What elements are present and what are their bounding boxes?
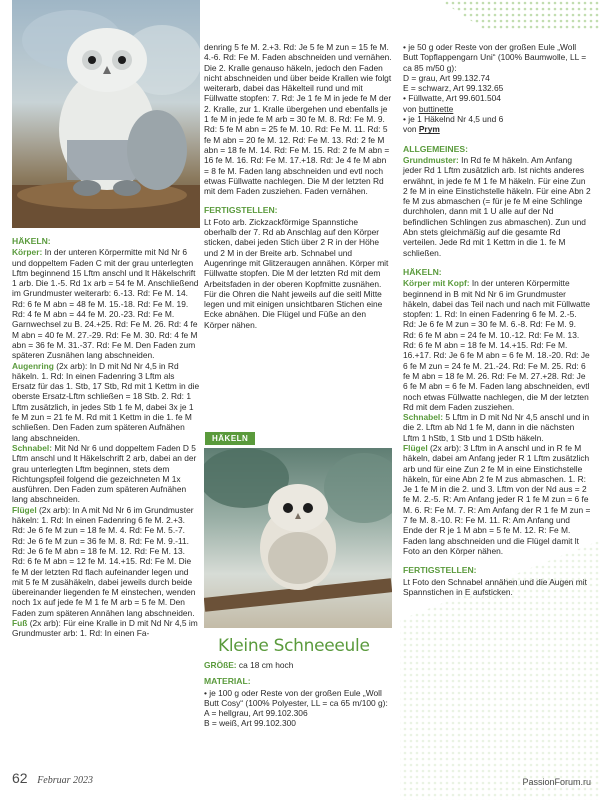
paragraph-fluegel-2: Flügel (2x arb): 3 Lftm in A anschl und in R fe M häkeln, dabei am Anfang jeder R 1 Lftm zusätzlich arb und für eine Zun 2 fe M in eine Einstichstelle häkeln, für eine Abn 2 fe M zus abmaschen. 1. R: Je 1 fe M in die 2. und 3. Lftm von der Nd aus = 2 fe M. 2.-5. R: Am Anfang jeder R 1 fe M zun = 6 fe M. 6. R: Fe M. 7. R: Am Anfang der R 1 fe M zun = 7 fe M. 8.-10. R: Fe M. 11. R: Am Anfang und Ende der R je 1 M abn = 5 fe M. 12. R: Fe M. Faden lang abschneiden und die Flügel damit lt Foto an den Körper nähen.	[403, 442, 591, 556]
page-number: 62	[12, 770, 28, 786]
project-title: Kleine Schneeeule	[218, 636, 370, 656]
size-line: GRÖßE: ca 18 cm hoch	[204, 660, 294, 670]
section-heading-haekeln-2: HÄKELN:	[403, 266, 442, 277]
instructions-column-3	[403, 42, 591, 597]
paragraph-grundmuster: Grundmuster: In Rd fe M häkeln. Am Anfang jeder Rd 1 Lftm zusätzlich arb. Ist nichts anderes erwähnt, in jede fe M 1 fe M häkeln. Für eine Zun 2 fe M in eine Einstichstelle häkeln. Für eine Abn 2 fe M zus abmaschen (= für je fe M eine Schlinge durchholen, dann mit 1 U alle auf der Nd befindlichen Schlingen zus abmaschen). Zun und Abn stets gleichmäßig auf die gesamte Rd verteilen. Jede Rd mit 1 Kettm in die 1. fe M schließen.	[403, 154, 591, 258]
material-hooks: • je 1 Häkelnd Nr 4,5 und 6	[403, 114, 591, 124]
section-heading-allgemeines: ALLGEMEINES:	[403, 143, 468, 154]
section-heading-fertigstellen-2: FERTIGSTELLEN:	[403, 565, 477, 576]
section-heading-haekeln: HÄKELN:	[12, 236, 51, 246]
instructions-column-2	[204, 42, 392, 330]
supplier-line-1: von buttinette	[403, 103, 454, 114]
paragraph-koerper: Körper: In der unteren Körpermitte mit Nd Nr 6 und doppeltem Faden C mit der grau unterlegten Lftm beginnend 15 Lftm anschl und lt Häkelschrift 1 arb. Die 1.-5. Rd 1x arb = 54 fe M. Anschließend im Grundmuster weiterarb: 6.-13. Rd: Fe M. 14. Rd: 6 fe M abn = 48 fe M. 15.-18. Rd: Fe M. 19. Rd: 4 fe M abn = 44 fe M. 20.-23. Rd: Fe M. Garnwechsel zu B. 24.+25. Rd: Fe M. 26. Rd: 4 fe M abn = 40 fe M. 27.-29. Rd: Fe M. 30. Rd: 4 fe M abn = 36 fe M. 31.-37. Rd: Fe M. Den Faden zum späteren Zusnähen lang abschneiden.	[12, 247, 199, 361]
supplier-line-2: von Prym	[403, 124, 440, 135]
material-item-1: • je 100 g oder Reste von der großen Eule „Woll Butt Cosy“ (100% Polyester, LL = ca 65 m/100 g):	[204, 688, 392, 709]
material-d: D = grau, Art 99.132.74	[403, 72, 490, 83]
owl-photo-large	[12, 0, 200, 228]
section-heading-fertigstellen: FERTIGSTELLEN:	[204, 205, 278, 216]
material-e: E = schwarz, Art 99.132.65	[403, 83, 504, 94]
paragraph-schnabel: Schnabel: Mit Nd Nr 6 und doppeltem Faden D 5 Lftm anschl und lt Häkelschrift 2 arb, dabei an der grau unterlegten Lftm beginnen, stets dem Richtungspfeil folgend die gezeichneten M 1x ausführen. Den Faden zum späteren Aufnähen lang abschneiden.	[12, 442, 197, 505]
project-info	[204, 636, 392, 729]
paragraph-fertigstellen: Lt Foto arb. Zickzackförmige Spannstiche oberhalb der 7. Rd ab Anschlag auf den Körper sticken, dabei jeden Stich über 2 R in der Höhe und 2 M in der Breite arb. Schnabel und Augenringe mit Glitzeraugen annähen. Körper mit Füllwatte stopfen. Die M der letzten Rd mit dem Arbeitsfaden in der oberen Kopfmitte zusnähen. Für die Ohren die Naht jeweils auf die seitl Mitte legen und mit einigen unsichtbaren Stichen eine Ecke abnähen. Die Flügel und Füße an den Körper nähen.	[204, 216, 389, 330]
page-footer	[12, 770, 93, 786]
paragraph-augenring: Augenring (2x arb): In D mit Nd Nr 4,5 in Rd häkeln. 1. Rd: In einen Fadenring 3 Lftm als Ersatz für das 1. Stb, 17 Stb, Rd mit 1 Kettm in die oberste Ersatz-Lftm schließen = 18 Stb. 2. Rd: 1 Lftm zusätzlich, in jedes Stb 1 fe M, dabei 3x je 1 fe M zun = 21 fe M. Rd mit 1 Kettm in die 1. fe M schließen. Den Faden zum späteren Aufnähen lang abschneiden.	[12, 360, 200, 443]
project-details	[204, 660, 392, 729]
paragraph-fertigstellen-2: Lt Foto den Schnabel annähen und die Augen mit Spannstichen in E aufsticken.	[403, 576, 587, 597]
paragraph-schnabel-2: Schnabel: 5 Lftm in D mit Nd Nr 4,5 anschl und in die 2. Lftm ab Nd 1 fe M, dann in die nächsten Lftm 1 hStb, 1 Stb und 1 DStb häkeln.	[403, 412, 590, 443]
material-item-2: • je 50 g oder Reste von der großen Eule „Woll Butt Topflappengarn Uni“ (100% Baumwolle, LL = ca 85 m/50 g):	[403, 42, 591, 73]
section-heading-material: MATERIAL:	[204, 676, 251, 687]
category-tag: HÄKELN	[205, 432, 255, 445]
paragraph-fuss-cont: denring 5 fe M. 2.+3. Rd: Je 5 fe M zun = 15 fe M. 4.-6. Rd: Fe M. Faden abschneiden und vernähen. Die 2. Kralle genauso häkeln, jedoch den Faden nicht abschneiden und über beide Krallen wie folgt weiterarb, dabei das Häkelteil rund und mit Füllwatte stopfen: 7. Rd: Je 1 fe M in jede fe M der 2. Kralle, zur 1. Kralle übergehen und ebenfalls je 1 fe M in jede fe M arb = 30 fe M. 8. Rd: Fe M. 9. Rd: 5 fe M abn = 25 fe M. 10. Rd: Fe M. 11. Rd: 5 fe M abn = 20 fe M. 12. Rd: Fe M. 13. Rd: 2 fe M abn = 18 fe M. 14. Rd: Fe M. 15. Rd: 2 fe M abn = 16 fe M. 16. Rd: Fe M. 17.+18. Rd: Je 4 fe M abn = 8 fe M. Faden lang abschneiden und evtl noch etwas Füllwatte nachlegen. Die M der letzten Rd mit dem Faden zusziehen. Faden vernähen.	[204, 42, 392, 197]
owl-photo-small	[204, 448, 392, 628]
paragraph-fuss: Fuß (2x arb): Für eine Kralle in D mit Nd Nr 4,5 im Grundmuster arb: 1. Rd: In einen Fa-	[12, 617, 198, 639]
issue-month: Februar 2023	[37, 775, 94, 786]
material-f: • Füllwatte, Art 99.601.504	[403, 93, 591, 103]
instructions-column-1	[12, 232, 200, 639]
material-a: A = hellgrau, Art 99.102.306	[204, 708, 308, 719]
paragraph-koerper-kopf: Körper mit Kopf: In der unteren Körpermitte beginnend in B mit Nd Nr 6 im Grundmuster häkeln, dabei das Teil nach und nach mit Füllwatte stopfen: 1. Rd: In einen Fadenring 6 fe M. 2.-5. Rd: Je 6 fe M zun = 30 fe M. 6.-8. Rd: Fe M. 9. Rd: 6 fe M abn = 24 fe M. 10.-12. Rd: Fe M. 13. Rd: 6 fe M abn = 18 fe M. 14.+15. Rd: Fe M. 16.+17. Rd: Je 6 fe M abn = 6 fe M. 18.-20. Rd: Je 6 fe M zun = 24 fe M. 21.-24. Rd: Fe M. 25. Rd: 6 fe M abn = 18 fe M. 26. Rd: Fe M. 27.+28. Rd: Je 6 fe M abn = 6 fe M. Faden lang abschneiden, evtl noch etwas Füllwatte nachlegen, die M der letzten Rd mit dem Faden zusziehen.	[403, 278, 591, 412]
paragraph-fluegel: Flügel (2x arb): In A mit Nd Nr 6 im Grundmuster häkeln: 1. Rd: In einen Fadenring 6 fe M. 2.+3. Rd: Je 6 fe M zun = 18 fe M. 4. Rd: Fe M. 5.-7. Rd: Je 6 fe M zun = 36 fe M. 8. Rd: Fe M. 9.-11. Rd: Je 6 fe M abn = 18 fe M. 12. Rd: Fe M. 13. Rd: 6 fe M abn = 12 fe M. 14.+15. Rd: Fe M. Die fe M der letzten Rd flach aufeinander legen und mit 5 fe M zusähäkeln, dabei jeweils durch beide übereinander liegenden fe M einstechen, wenden noch 1x auf jede fe M 1 fe M arb = 5 fe M. Den Faden zum späteren Annähen lang abschneiden.	[12, 504, 196, 618]
watermark-url: PassionForum.ru	[522, 777, 591, 787]
material-b: B = weiß, Art 99.102.300	[204, 718, 296, 729]
